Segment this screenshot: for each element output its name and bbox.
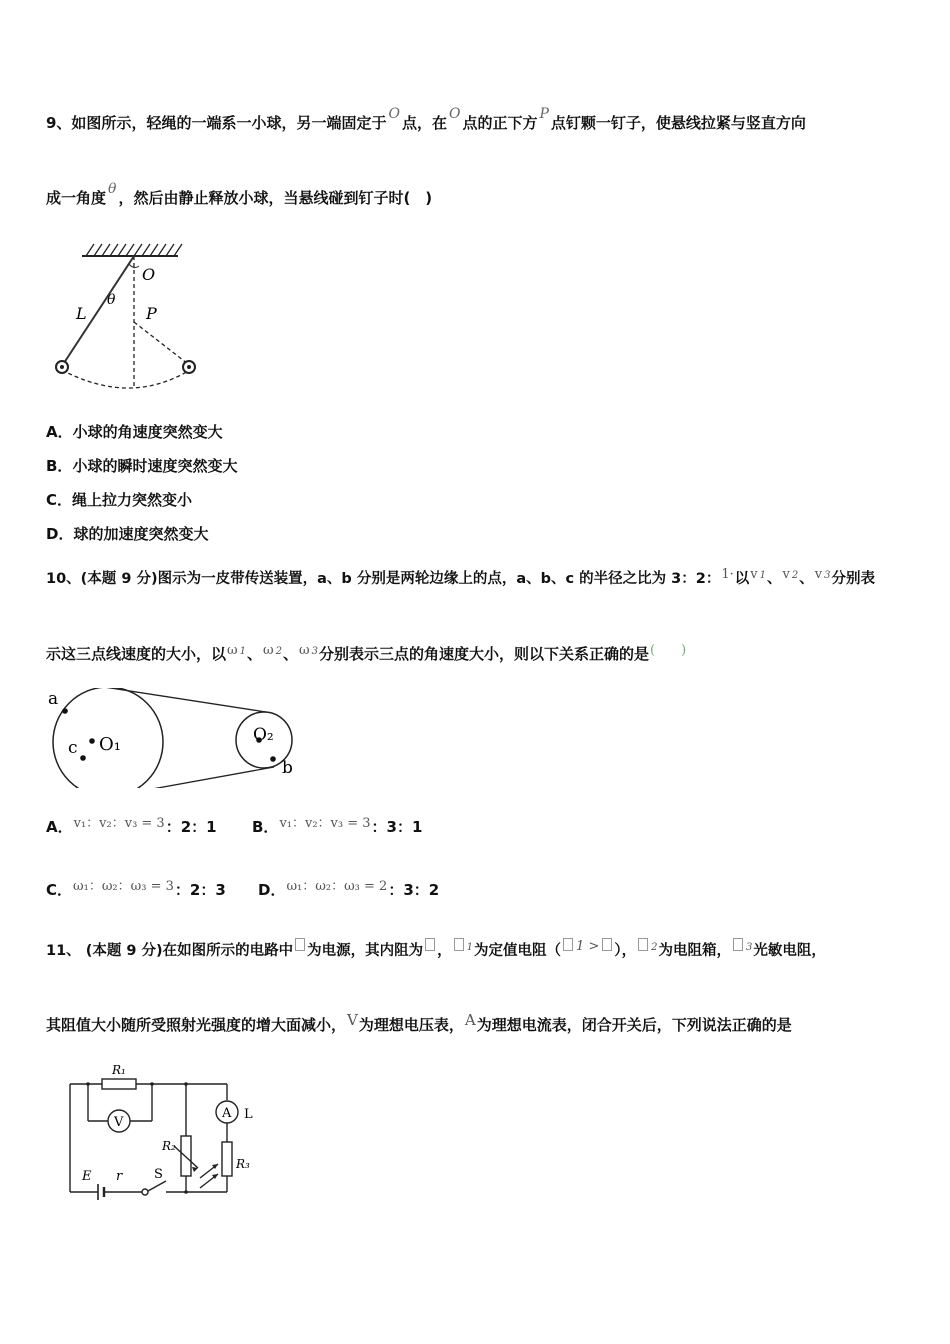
q9-line-2: [46, 181, 433, 210]
q9-text: ，然后由静止释放小球，当悬线碰到钉子时( ): [118, 189, 433, 207]
q11-text: 为理想电压表，: [358, 1016, 464, 1034]
belt-drive-figure: [44, 688, 304, 788]
label-p: P: [146, 304, 157, 323]
missing-glyph-box: [295, 938, 305, 951]
math-subscript: 2: [275, 646, 282, 657]
math-symbol: A: [464, 1011, 476, 1029]
option-text: ：2：3: [174, 881, 226, 899]
q11-text: 11、 (本题 9 分)在如图所示的电路中: [46, 943, 294, 959]
math-symbol: ω: [227, 643, 238, 658]
belt-bottom: [108, 767, 274, 788]
missing-glyph-box: [454, 938, 464, 951]
q10-text: 10、(本题 9 分)图示为一皮带传送装置，a、b 分别是两轮边缘上的点，a、b、c 的半径之比为 3：2：: [46, 571, 721, 587]
q10-text: 分别表示三点的角速度大小，则以下关系正确的是: [319, 645, 650, 663]
point-a: [62, 708, 68, 714]
q9-option-d: [46, 523, 208, 544]
separator: 、: [767, 571, 782, 587]
math-subscript: 1: [759, 570, 767, 581]
separator: 、: [799, 571, 814, 587]
q10-option-c: [46, 879, 226, 900]
option-key: B．: [252, 818, 279, 836]
q11-text: 其阻值大小随所受照射光强度的增大面减小，: [46, 1016, 347, 1034]
missing-glyph-box: [563, 938, 573, 951]
option-text: ：3：1: [371, 818, 423, 836]
answer-paren: ( ): [650, 643, 687, 658]
switch-lever: [148, 1181, 166, 1191]
option-math: ω₁：ω₂：ω₃ = 3: [73, 879, 174, 894]
q11-text: 光敏电阻，: [753, 943, 826, 959]
label-a: a: [48, 689, 59, 709]
q11-text: ，: [437, 943, 452, 959]
math-symbol: 1·: [721, 567, 734, 582]
label-r2: R₂: [162, 1139, 176, 1153]
q11-text: 为定值电阻（: [474, 943, 562, 959]
math-symbol: O: [448, 106, 461, 122]
option-key: A．: [46, 818, 73, 836]
label-r: r: [116, 1169, 123, 1184]
photoresistor-r3: [222, 1142, 232, 1176]
q9-option-b: [46, 455, 237, 476]
missing-glyph-box: [425, 938, 435, 951]
option-text: ：3：2: [388, 881, 440, 899]
option-math: ω₁：ω₂：ω₃ = 2: [286, 879, 388, 894]
label-r3: R₃: [236, 1157, 250, 1171]
math-subscript: 1: [239, 646, 246, 657]
q10-option-a: [46, 816, 217, 837]
resistor-box-r2: [181, 1136, 191, 1176]
q9-text: 点钉颗一钉子，使悬线拉紧与竖直方向: [550, 114, 806, 132]
option-key: C．: [46, 491, 73, 509]
q9-text: 成一角度: [46, 189, 107, 207]
point-b: [270, 756, 276, 762]
option-math: v₁：v₂：v₃ = 3: [279, 816, 371, 831]
q9-option-a: [46, 421, 223, 442]
q10-text: 以: [734, 571, 750, 587]
switch-contact: [142, 1189, 148, 1195]
q10-line-1: [46, 568, 875, 592]
missing-glyph-box: [638, 938, 648, 951]
math-symbol: θ: [108, 181, 117, 197]
label-o: O: [142, 265, 156, 284]
circuit-figure: [62, 1060, 262, 1202]
q11-text: 为理想电流表，闭合开关后，下列说法正确的是: [476, 1016, 792, 1034]
q9-text: 点，在: [401, 114, 447, 132]
option-math: v₁：v₂：v₃ = 3: [73, 816, 165, 831]
point-c: [80, 755, 86, 761]
option-text: 球的加速度突然变大: [73, 525, 209, 543]
q9-text: 点的正下方: [462, 114, 538, 132]
math-compare: 1 >: [576, 939, 600, 954]
label-e: E: [82, 1169, 92, 1184]
q11-line-2: [46, 1011, 792, 1036]
missing-glyph-box: [733, 938, 743, 951]
option-key: D．: [258, 881, 286, 899]
q9-text: 9、如图所示，轻绳的一端系一小球，另一端固定于: [46, 114, 387, 132]
swing-arc: [62, 370, 190, 388]
string-line: [62, 256, 134, 366]
option-key: A．: [46, 423, 73, 441]
math-subscript: 2: [651, 942, 658, 953]
math-symbol: ω: [263, 643, 274, 658]
option-text: ：2：1: [165, 818, 217, 836]
math-symbol: P: [539, 106, 549, 122]
label-o1: O₁: [99, 734, 121, 755]
q11-text: 为电源，其内阻为: [307, 943, 424, 959]
option-text: 小球的角速度突然变大: [72, 423, 223, 441]
option-text: 绳上拉力突然变小: [72, 491, 193, 509]
math-subscript: 3: [824, 570, 831, 581]
option-key: B．: [46, 457, 73, 475]
q11-text: 为电阻箱，: [658, 943, 731, 959]
label-l: L: [244, 1107, 253, 1122]
q9-line-1: [46, 106, 806, 135]
option-text: 小球的瞬时速度突然变大: [72, 457, 238, 475]
q10-line-2: [46, 643, 687, 668]
math-symbol: V: [347, 1011, 358, 1029]
option-key: C．: [46, 881, 73, 899]
label-r1: R₁: [112, 1063, 126, 1077]
option-key: D．: [46, 525, 74, 543]
q10-option-d: [258, 879, 439, 900]
math-symbol: v: [782, 567, 790, 582]
label-c: c: [68, 738, 78, 758]
separator: 、: [247, 645, 263, 663]
label-a: A: [222, 1106, 232, 1121]
math-subscript: 1: [466, 942, 474, 953]
math-symbol: v: [814, 567, 823, 582]
math-subscript: 2: [791, 570, 799, 581]
q10-text: 示这三点线速度的大小，以: [46, 645, 227, 663]
point-o1: [89, 738, 95, 744]
q11-line-1: [46, 940, 826, 964]
pendulum-figure: [50, 236, 200, 396]
math-symbol: O: [388, 106, 400, 122]
math-subscript: 3: [311, 646, 318, 657]
label-s: S: [154, 1167, 163, 1182]
math-symbol: ω: [299, 643, 310, 658]
label-b: b: [282, 758, 293, 778]
q10-option-b: [252, 816, 422, 837]
missing-glyph-box: [602, 938, 612, 951]
label-v: V: [114, 1115, 124, 1130]
math-subscript: 3: [745, 942, 753, 953]
math-symbol: v: [750, 567, 758, 582]
resistor-r1: [102, 1079, 136, 1089]
label-o2: O₂: [253, 725, 274, 745]
q9-option-c: [46, 489, 192, 510]
label-theta: θ: [107, 292, 116, 308]
q11-text: ），: [614, 943, 637, 959]
label-l: L: [76, 304, 87, 323]
separator: 、: [283, 645, 299, 663]
q10-text: 分别表: [831, 571, 875, 587]
